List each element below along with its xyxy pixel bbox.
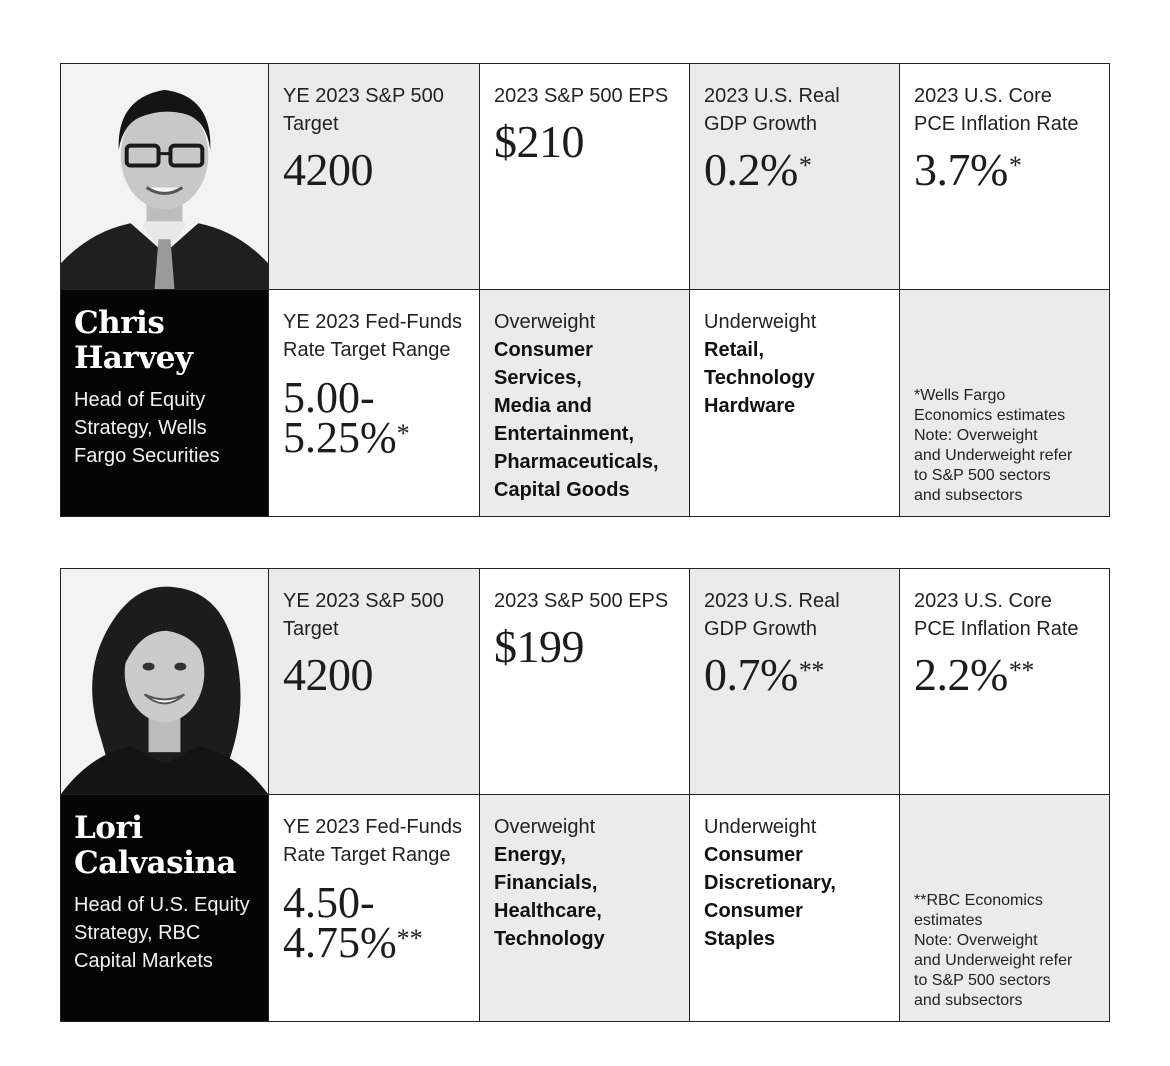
fed-funds-value-line2: 4.75% [283,918,397,967]
pce-value: 3.7% [914,144,1008,195]
first-name: Lori [74,810,143,846]
underweight-cell [690,795,900,1021]
underweight-cell [690,290,900,516]
eps-cell [480,64,690,290]
fed-funds-label: YE 2023 Fed-Funds Rate Target Range [283,311,462,361]
underweight-sectors: Retail, Technology Hardware [704,339,815,417]
overweight-cell [480,290,690,516]
portrait-man-icon [61,64,268,289]
sp500-target-cell [269,569,480,795]
portrait-woman-icon [61,569,268,794]
fed-funds-label: YE 2023 Fed-Funds Rate Target Range [283,816,462,866]
gdp-label: 2023 U.S. Real GDP Growth [704,85,840,135]
pce-value-wrap [914,651,1095,699]
eps-value: $199 [494,621,584,672]
strategist-role: Head of Equity Strategy, Wells Fargo Securities [74,389,220,467]
sp500-target-value: 4200 [283,144,373,195]
strategist-card-calvasina [60,568,1110,1022]
fed-funds-value-line2: 5.25% [283,413,397,462]
sp500-target-value: 4200 [283,649,373,700]
overweight-label: Overweight [494,311,596,333]
pce-cell [900,64,1109,290]
eps-value: $210 [494,116,584,167]
gdp-footnote-mark: ** [798,656,824,685]
gdp-value: 0.2% [704,144,798,195]
sp500-target-label: YE 2023 S&P 500 Target [283,85,444,135]
strategist-role: Head of U.S. Equity Strategy, RBC Capital Markets [74,894,250,972]
fed-funds-value-line1: 4.50- [283,878,375,927]
footnote-text: **RBC Economics estimates Note: Overweight and Underweight refer to S&P 500 sectors and subsectors [914,892,1073,1009]
sp500-target-cell [269,64,480,290]
gdp-footnote-mark: * [798,151,812,180]
pce-label: 2023 U.S. Core PCE Inflation Rate [914,590,1079,640]
eps-label: 2023 S&P 500 EPS [494,85,669,107]
fed-footnote-mark: * [396,419,410,448]
first-name: Chris [74,305,165,341]
fed-funds-value-line2-wrap [283,413,465,462]
underweight-label: Underweight [704,311,817,333]
footnote-text: *Wells Fargo Economics estimates Note: Overweight and Underweight refer to S&P 500 sectors and subsectors [914,387,1073,504]
pce-label: 2023 U.S. Core PCE Inflation Rate [914,85,1079,135]
strategist-name-cell [61,795,269,1021]
overweight-label: Overweight [494,816,596,838]
fed-funds-value [283,878,465,967]
fed-footnote-mark: ** [396,924,423,953]
gdp-value-wrap [704,146,885,194]
sp500-target-label: YE 2023 S&P 500 Target [283,590,444,640]
strategist-name-cell [61,290,269,516]
fed-funds-value-line2-wrap [283,918,465,967]
underweight-label: Underweight [704,816,817,838]
fed-funds-value-line1: 5.00- [283,373,375,422]
pce-footnote-mark: ** [1008,656,1034,685]
gdp-cell [690,64,900,290]
footnote-cell [900,290,1109,516]
eps-cell [480,569,690,795]
last-name: Calvasina [74,845,236,881]
overweight-cell [480,795,690,1021]
last-name: Harvey [74,340,193,376]
strategist-name [74,306,256,376]
footnote-cell [900,795,1109,1021]
portrait-photo [61,569,269,795]
pce-value-wrap [914,146,1095,194]
strategist-name [74,811,256,881]
fed-funds-cell [269,795,480,1021]
fed-funds-value [283,373,465,462]
fed-funds-cell [269,290,480,516]
gdp-value: 0.7% [704,649,798,700]
pce-footnote-mark: * [1008,151,1022,180]
pce-cell [900,569,1109,795]
gdp-value-wrap [704,651,885,699]
underweight-sectors: Consumer Discretionary, Consumer Staples [704,844,836,950]
gdp-label: 2023 U.S. Real GDP Growth [704,590,840,640]
gdp-cell [690,569,900,795]
pce-value: 2.2% [914,649,1008,700]
strategist-card-harvey [60,63,1110,517]
portrait-photo [61,64,269,290]
eps-label: 2023 S&P 500 EPS [494,590,669,612]
overweight-sectors: Consumer Services, Media and Entertainment, Pharmaceuticals, Capital Goods [494,339,659,501]
overweight-sectors: Energy, Financials, Healthcare, Technology [494,844,605,950]
